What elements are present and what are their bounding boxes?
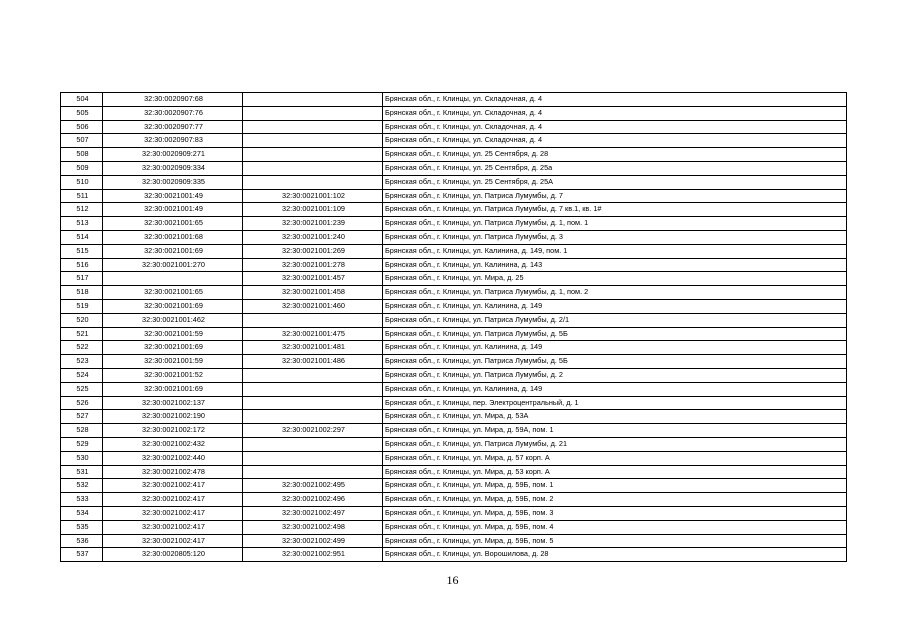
address-cell: Брянская обл., г. Клинцы, ул. Мира, д. 53А: [383, 410, 847, 424]
land-plot-cadastral-number-cell: 32:30:0021002:417: [103, 493, 243, 507]
building-cadastral-number-cell: 32:30:0021001:269: [243, 244, 383, 258]
row-number-cell: 515: [61, 244, 103, 258]
land-plot-cadastral-number-cell: 32:30:0020909:335: [103, 175, 243, 189]
land-plot-cadastral-number-cell: 32:30:0021002:417: [103, 479, 243, 493]
row-number-cell: 536: [61, 534, 103, 548]
address-cell: Брянская обл., г. Клинцы, ул. Калинина, д. 149: [383, 299, 847, 313]
building-cadastral-number-cell: [243, 465, 383, 479]
row-number-cell: 509: [61, 161, 103, 175]
building-cadastral-number-cell: 32:30:0021001:109: [243, 203, 383, 217]
land-plot-cadastral-number-cell: 32:30:0020907:76: [103, 106, 243, 120]
land-plot-cadastral-number-cell: 32:30:0020805:120: [103, 548, 243, 562]
row-number-cell: 526: [61, 396, 103, 410]
address-cell: Брянская обл., г. Клинцы, ул. Калинина, д. 149, пом. 1: [383, 244, 847, 258]
table-row: [61, 161, 847, 175]
row-number-cell: 508: [61, 148, 103, 162]
row-number-cell: 528: [61, 424, 103, 438]
address-cell: Брянская обл., г. Клинцы, ул. Складочная, д. 4: [383, 106, 847, 120]
row-number-cell: 534: [61, 506, 103, 520]
table-row: [61, 203, 847, 217]
land-plot-cadastral-number-cell: 32:30:0020909:334: [103, 161, 243, 175]
table-row: [61, 548, 847, 562]
table-row: [61, 134, 847, 148]
address-cell: Брянская обл., г. Клинцы, ул. Складочная, д. 4: [383, 120, 847, 134]
land-plot-cadastral-number-cell: 32:30:0021001:270: [103, 258, 243, 272]
address-cell: Брянская обл., г. Клинцы, ул. Складочная, д. 4: [383, 93, 847, 107]
table-row: [61, 258, 847, 272]
address-cell: Брянская обл., г. Клинцы, ул. Патриса Лумумбы, д. 5Б: [383, 355, 847, 369]
address-cell: Брянская обл., г. Клинцы, ул. Патриса Лумумбы, д. 1, пом. 2: [383, 286, 847, 300]
table-row: [61, 217, 847, 231]
land-plot-cadastral-number-cell: 32:30:0021002:190: [103, 410, 243, 424]
row-number-cell: 529: [61, 437, 103, 451]
row-number-cell: 513: [61, 217, 103, 231]
building-cadastral-number-cell: [243, 134, 383, 148]
table-row: [61, 534, 847, 548]
land-plot-cadastral-number-cell: 32:30:0021002:432: [103, 437, 243, 451]
address-cell: Брянская обл., г. Клинцы, ул. 25 Сентября, д. 25А: [383, 175, 847, 189]
address-cell: Брянская обл., г. Клинцы, пер. Электроцентральный, д. 1: [383, 396, 847, 410]
building-cadastral-number-cell: 32:30:0021002:497: [243, 506, 383, 520]
building-cadastral-number-cell: [243, 313, 383, 327]
land-plot-cadastral-number-cell: 32:30:0021001:65: [103, 217, 243, 231]
building-cadastral-number-cell: [243, 410, 383, 424]
row-number-cell: 512: [61, 203, 103, 217]
row-number-cell: 516: [61, 258, 103, 272]
building-cadastral-number-cell: 32:30:0021001:481: [243, 341, 383, 355]
row-number-cell: 511: [61, 189, 103, 203]
address-cell: Брянская обл., г. Клинцы, ул. Калинина, д. 149: [383, 341, 847, 355]
land-plot-cadastral-number-cell: 32:30:0021001:49: [103, 203, 243, 217]
building-cadastral-number-cell: [243, 382, 383, 396]
building-cadastral-number-cell: [243, 368, 383, 382]
address-cell: Брянская обл., г. Клинцы, ул. Мира, д. 57 корп. А: [383, 451, 847, 465]
row-number-cell: 519: [61, 299, 103, 313]
building-cadastral-number-cell: 32:30:0021002:297: [243, 424, 383, 438]
row-number-cell: 531: [61, 465, 103, 479]
row-number-cell: 524: [61, 368, 103, 382]
table-row: [61, 189, 847, 203]
building-cadastral-number-cell: 32:30:0021001:475: [243, 327, 383, 341]
row-number-cell: 525: [61, 382, 103, 396]
building-cadastral-number-cell: 32:30:0021001:460: [243, 299, 383, 313]
address-cell: Брянская обл., г. Клинцы, ул. Мира, д. 25: [383, 272, 847, 286]
row-number-cell: 522: [61, 341, 103, 355]
row-number-cell: 535: [61, 520, 103, 534]
address-cell: Брянская обл., г. Клинцы, ул. Мира, д. 59Б, пом. 4: [383, 520, 847, 534]
row-number-cell: 530: [61, 451, 103, 465]
building-cadastral-number-cell: [243, 175, 383, 189]
building-cadastral-number-cell: [243, 437, 383, 451]
building-cadastral-number-cell: 32:30:0021001:458: [243, 286, 383, 300]
building-cadastral-number-cell: 32:30:0021001:239: [243, 217, 383, 231]
address-cell: Брянская обл., г. Клинцы, ул. Патриса Лумумбы, д. 1, пом. 1: [383, 217, 847, 231]
land-plot-cadastral-number-cell: 32:30:0021002:137: [103, 396, 243, 410]
registry-table-body: [61, 93, 847, 562]
land-plot-cadastral-number-cell: 32:30:0021002:440: [103, 451, 243, 465]
table-row: [61, 479, 847, 493]
address-cell: Брянская обл., г. Клинцы, ул. Ворошилова, д. 28: [383, 548, 847, 562]
table-row: [61, 244, 847, 258]
building-cadastral-number-cell: 32:30:0021002:498: [243, 520, 383, 534]
building-cadastral-number-cell: [243, 120, 383, 134]
table-row: [61, 313, 847, 327]
building-cadastral-number-cell: 32:30:0021001:102: [243, 189, 383, 203]
building-cadastral-number-cell: [243, 106, 383, 120]
table-row: [61, 382, 847, 396]
table-row: [61, 451, 847, 465]
building-cadastral-number-cell: 32:30:0021001:240: [243, 230, 383, 244]
table-row: [61, 396, 847, 410]
land-plot-cadastral-number-cell: 32:30:0021001:59: [103, 327, 243, 341]
building-cadastral-number-cell: 32:30:0021001:486: [243, 355, 383, 369]
row-number-cell: 520: [61, 313, 103, 327]
row-number-cell: 514: [61, 230, 103, 244]
row-number-cell: 517: [61, 272, 103, 286]
row-number-cell: 505: [61, 106, 103, 120]
building-cadastral-number-cell: 32:30:0021001:278: [243, 258, 383, 272]
table-row: [61, 272, 847, 286]
land-plot-cadastral-number-cell: 32:30:0021001:68: [103, 230, 243, 244]
row-number-cell: 523: [61, 355, 103, 369]
address-cell: Брянская обл., г. Клинцы, ул. Патриса Лумумбы, д. 2: [383, 368, 847, 382]
table-row: [61, 175, 847, 189]
land-plot-cadastral-number-cell: 32:30:0020909:271: [103, 148, 243, 162]
address-cell: Брянская обл., г. Клинцы, ул. Мира, д. 53 корп. А: [383, 465, 847, 479]
address-cell: Брянская обл., г. Клинцы, ул. 25 Сентября, д. 25а: [383, 161, 847, 175]
building-cadastral-number-cell: [243, 451, 383, 465]
land-plot-cadastral-number-cell: 32:30:0020907:77: [103, 120, 243, 134]
address-cell: Брянская обл., г. Клинцы, ул. Складочная, д. 4: [383, 134, 847, 148]
building-cadastral-number-cell: [243, 396, 383, 410]
land-plot-cadastral-number-cell: [103, 272, 243, 286]
table-row: [61, 93, 847, 107]
address-cell: Брянская обл., г. Клинцы, ул. Мира, д. 59Б, пом. 5: [383, 534, 847, 548]
address-cell: Брянская обл., г. Клинцы, ул. Патриса Лумумбы, д. 7 кв.1, кв. 1#: [383, 203, 847, 217]
table-row: [61, 520, 847, 534]
table-row: [61, 368, 847, 382]
building-cadastral-number-cell: [243, 93, 383, 107]
building-cadastral-number-cell: 32:30:0021002:499: [243, 534, 383, 548]
building-cadastral-number-cell: 32:30:0021001:457: [243, 272, 383, 286]
address-cell: Брянская обл., г. Клинцы, ул. Патриса Лумумбы, д. 21: [383, 437, 847, 451]
address-cell: Брянская обл., г. Клинцы, ул. Мира, д. 59А, пом. 1: [383, 424, 847, 438]
address-cell: Брянская обл., г. Клинцы, ул. Мира, д. 59Б, пом. 1: [383, 479, 847, 493]
table-row: [61, 506, 847, 520]
table-row: [61, 299, 847, 313]
table-row: [61, 437, 847, 451]
registry-table: [60, 92, 847, 562]
row-number-cell: 510: [61, 175, 103, 189]
address-cell: Брянская обл., г. Клинцы, ул. Патриса Лумумбы, д. 5Б: [383, 327, 847, 341]
table-row: [61, 106, 847, 120]
building-cadastral-number-cell: 32:30:0021002:495: [243, 479, 383, 493]
row-number-cell: 506: [61, 120, 103, 134]
land-plot-cadastral-number-cell: 32:30:0021001:59: [103, 355, 243, 369]
land-plot-cadastral-number-cell: 32:30:0021002:478: [103, 465, 243, 479]
land-plot-cadastral-number-cell: 32:30:0021002:417: [103, 506, 243, 520]
table-row: [61, 493, 847, 507]
row-number-cell: 532: [61, 479, 103, 493]
land-plot-cadastral-number-cell: 32:30:0021001:69: [103, 382, 243, 396]
table-row: [61, 424, 847, 438]
address-cell: Брянская обл., г. Клинцы, ул. Патриса Лумумбы, д. 7: [383, 189, 847, 203]
address-cell: Брянская обл., г. Клинцы, ул. Калинина, д. 143: [383, 258, 847, 272]
table-row: [61, 148, 847, 162]
table-row: [61, 230, 847, 244]
address-cell: Брянская обл., г. Клинцы, ул. Патриса Лумумбы, д. 2/1: [383, 313, 847, 327]
land-plot-cadastral-number-cell: 32:30:0020907:83: [103, 134, 243, 148]
row-number-cell: 504: [61, 93, 103, 107]
building-cadastral-number-cell: [243, 161, 383, 175]
land-plot-cadastral-number-cell: 32:30:0021001:69: [103, 244, 243, 258]
address-cell: Брянская обл., г. Клинцы, ул. Мира, д. 59Б, пом. 2: [383, 493, 847, 507]
address-cell: Брянская обл., г. Клинцы, ул. Патриса Лумумбы, д. 3: [383, 230, 847, 244]
row-number-cell: 521: [61, 327, 103, 341]
building-cadastral-number-cell: 32:30:0021002:951: [243, 548, 383, 562]
row-number-cell: 518: [61, 286, 103, 300]
land-plot-cadastral-number-cell: 32:30:0021001:65: [103, 286, 243, 300]
table-row: [61, 120, 847, 134]
table-row: [61, 355, 847, 369]
building-cadastral-number-cell: [243, 148, 383, 162]
land-plot-cadastral-number-cell: 32:30:0021002:417: [103, 534, 243, 548]
address-cell: Брянская обл., г. Клинцы, ул. Калинина, д. 149: [383, 382, 847, 396]
address-cell: Брянская обл., г. Клинцы, ул. 25 Сентября, д. 28: [383, 148, 847, 162]
table-row: [61, 341, 847, 355]
land-plot-cadastral-number-cell: 32:30:0020907:68: [103, 93, 243, 107]
address-cell: Брянская обл., г. Клинцы, ул. Мира, д. 59Б, пом. 3: [383, 506, 847, 520]
row-number-cell: 527: [61, 410, 103, 424]
building-cadastral-number-cell: 32:30:0021002:496: [243, 493, 383, 507]
land-plot-cadastral-number-cell: 32:30:0021001:69: [103, 341, 243, 355]
land-plot-cadastral-number-cell: 32:30:0021002:417: [103, 520, 243, 534]
table-row: [61, 286, 847, 300]
land-plot-cadastral-number-cell: 32:30:0021001:52: [103, 368, 243, 382]
table-row: [61, 327, 847, 341]
land-plot-cadastral-number-cell: 32:30:0021001:49: [103, 189, 243, 203]
land-plot-cadastral-number-cell: 32:30:0021002:172: [103, 424, 243, 438]
page-number: 16: [446, 573, 459, 587]
table-row: [61, 410, 847, 424]
land-plot-cadastral-number-cell: 32:30:0021001:69: [103, 299, 243, 313]
row-number-cell: 507: [61, 134, 103, 148]
row-number-cell: 537: [61, 548, 103, 562]
land-plot-cadastral-number-cell: 32:30:0021001:462: [103, 313, 243, 327]
table-row: [61, 465, 847, 479]
row-number-cell: 533: [61, 493, 103, 507]
